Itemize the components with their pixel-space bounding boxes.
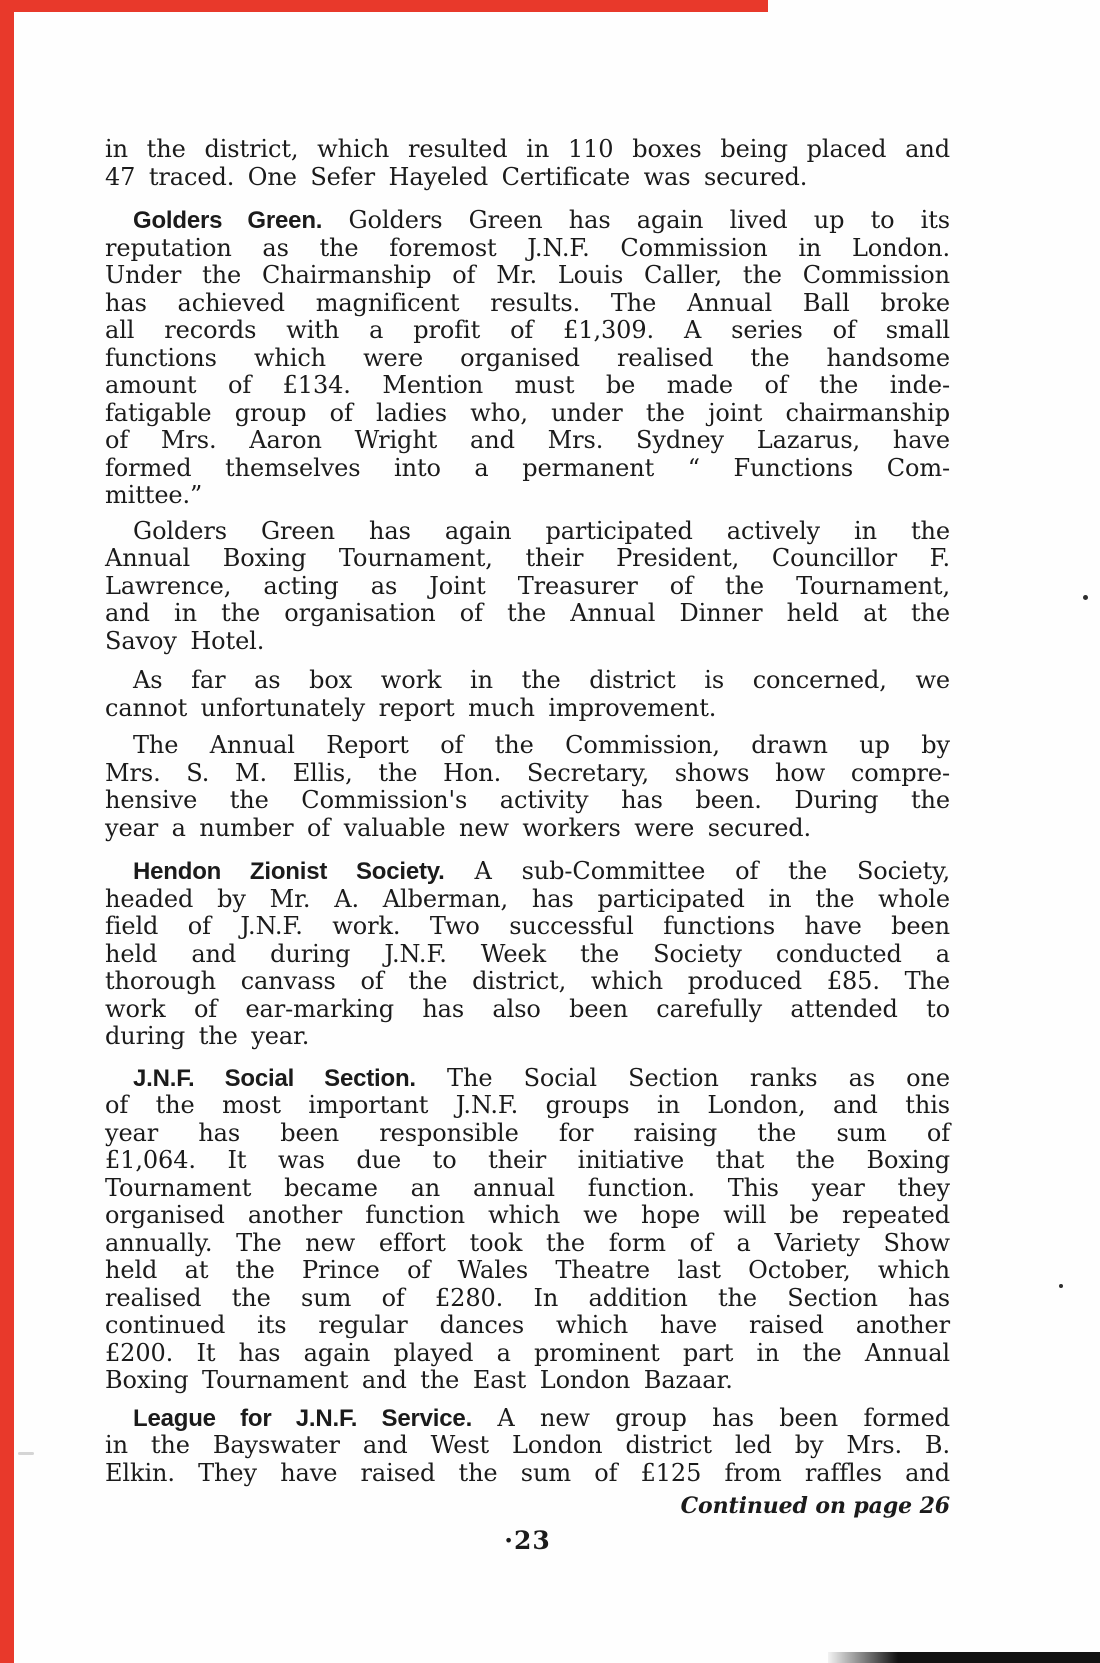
text-line: 47 traced. One Sefer Hayeled Certificate was secured. — [105, 162, 808, 191]
text-line: and in the organisation of the Annual Dinner held at the — [105, 599, 950, 627]
text-line: field of J.N.F. work. Two successful functions have been — [105, 912, 950, 940]
text-line: Hendon Zionist Society. A sub-Committee of the Society, — [133, 857, 950, 885]
text-line: in the Bayswater and West London district led by Mrs. B. — [105, 1431, 950, 1459]
body-paragraph — [105, 136, 950, 191]
text-line: J.N.F. Social Section. The Social Section ranks as one — [133, 1063, 950, 1092]
section-paragraph — [105, 1405, 950, 1488]
text-line: year has been responsible for raising the sum of — [105, 1118, 950, 1147]
text-line: hensive the Commission's activity has been. During the — [105, 786, 950, 814]
page-number: ·23 — [504, 1525, 551, 1555]
body-paragraph — [105, 518, 950, 656]
text-line: headed by Mr. A. Alberman, has participated in the whole — [105, 884, 950, 913]
strip-fade — [828, 1652, 898, 1663]
text-line: Elkin. They have raised the sum of £125 from raffles and — [105, 1458, 950, 1487]
text-line: annually. The new effort took the form of a Variety Show — [105, 1228, 950, 1257]
text-line: of the most important J.N.F. groups in London, and this — [105, 1091, 950, 1119]
section-paragraph — [105, 1065, 950, 1395]
text-line: £1,064. It was due to their initiative that the Boxing — [105, 1146, 950, 1174]
text-line: Golders Green has again participated actively in the — [133, 516, 950, 545]
ink-speck — [1083, 595, 1088, 600]
scan-edge-left-red-band — [0, 0, 14, 1663]
text-line: thorough canvass of the district, which produced £85. The — [105, 967, 950, 995]
text-line: continued its regular dances which have raised another — [105, 1311, 950, 1339]
text-line: functions which were organised realised the handsome — [105, 343, 950, 372]
text-line: work of ear-marking has also been carefully attended to — [105, 994, 950, 1023]
text-line: Mrs. S. M. Ellis, the Hon. Secretary, shows how compre- — [105, 758, 950, 787]
text-line: Boxing Tournament and the East London Bazaar. — [105, 1366, 733, 1394]
body-paragraph — [105, 732, 950, 842]
text-line: As far as box work in the district is concerned, we — [133, 666, 950, 694]
body-paragraph — [105, 667, 950, 722]
section-header: Hendon Zionist Society. — [133, 858, 445, 885]
text-line: realised the sum of £280. In addition the Section has — [105, 1283, 950, 1312]
text-line: Savoy Hotel. — [105, 626, 265, 655]
text-line: Lawrence, acting as Joint Treasurer of the Tournament, — [105, 571, 950, 600]
text-line: organised another function which we hope will be repeated — [105, 1201, 950, 1229]
section-header: J.N.F. Social Section. — [133, 1064, 416, 1092]
continued-note: Continued on page 26 — [680, 1493, 950, 1519]
text-line: all records with a profit of £1,309. A series of small — [105, 316, 950, 344]
scan-edge-top-red-band — [0, 0, 768, 12]
footer-area — [105, 1485, 950, 1554]
text-line: Golders Green. Golders Green has again lived up to its — [133, 206, 950, 234]
text-line: has achieved magnificent results. The Annual Ball broke — [105, 288, 950, 317]
section-header: League for J.N.F. Service. — [133, 1404, 473, 1432]
section-paragraph — [105, 207, 950, 510]
text-line: Annual Boxing Tournament, their President, Councillor F. — [105, 544, 950, 572]
text-line: year a number of valuable new workers were secured. — [105, 813, 812, 842]
text-line: League for J.N.F. Service. A new group has been formed — [133, 1403, 950, 1432]
text-line: held and during J.N.F. Week the Society conducted a — [105, 939, 950, 968]
text-line: Tournament became an annual function. This year they — [105, 1173, 950, 1202]
text-line: cannot unfortunately report much improvement. — [105, 693, 717, 722]
text-line: in the district, which resulted in 110 boxes being placed and — [105, 135, 950, 163]
text-line: Under the Chairmanship of Mr. Louis Caller, the Commission — [105, 261, 950, 289]
text-line: during the year. — [105, 1022, 310, 1050]
text-line: amount of £134. Mention must be made of the inde- — [105, 371, 950, 399]
text-line: formed themselves into a permanent “ Functions Com- — [105, 453, 950, 482]
text-line: mittee.” — [105, 481, 203, 509]
text-line: £200. It has again played a prominent part in the Annual — [105, 1338, 950, 1367]
text-line: held at the Prince of Wales Theatre last October, which — [105, 1256, 950, 1284]
text-line: fatigable group of ladies who, under the joint chairmanship — [105, 398, 950, 427]
scan-strip-bottom-right — [828, 1652, 1100, 1663]
text-line: The Annual Report of the Commission, drawn up by — [133, 731, 950, 759]
left-margin-mark — [18, 1452, 34, 1455]
ink-speck — [1059, 1284, 1063, 1288]
text-column — [105, 136, 950, 1487]
section-header: Golders Green. — [133, 207, 323, 234]
text-line: of Mrs. Aaron Wright and Mrs. Sydney Lazarus, have — [105, 426, 950, 454]
section-paragraph — [105, 858, 950, 1051]
text-line: reputation as the foremost J.N.F. Commission in London. — [105, 233, 950, 262]
